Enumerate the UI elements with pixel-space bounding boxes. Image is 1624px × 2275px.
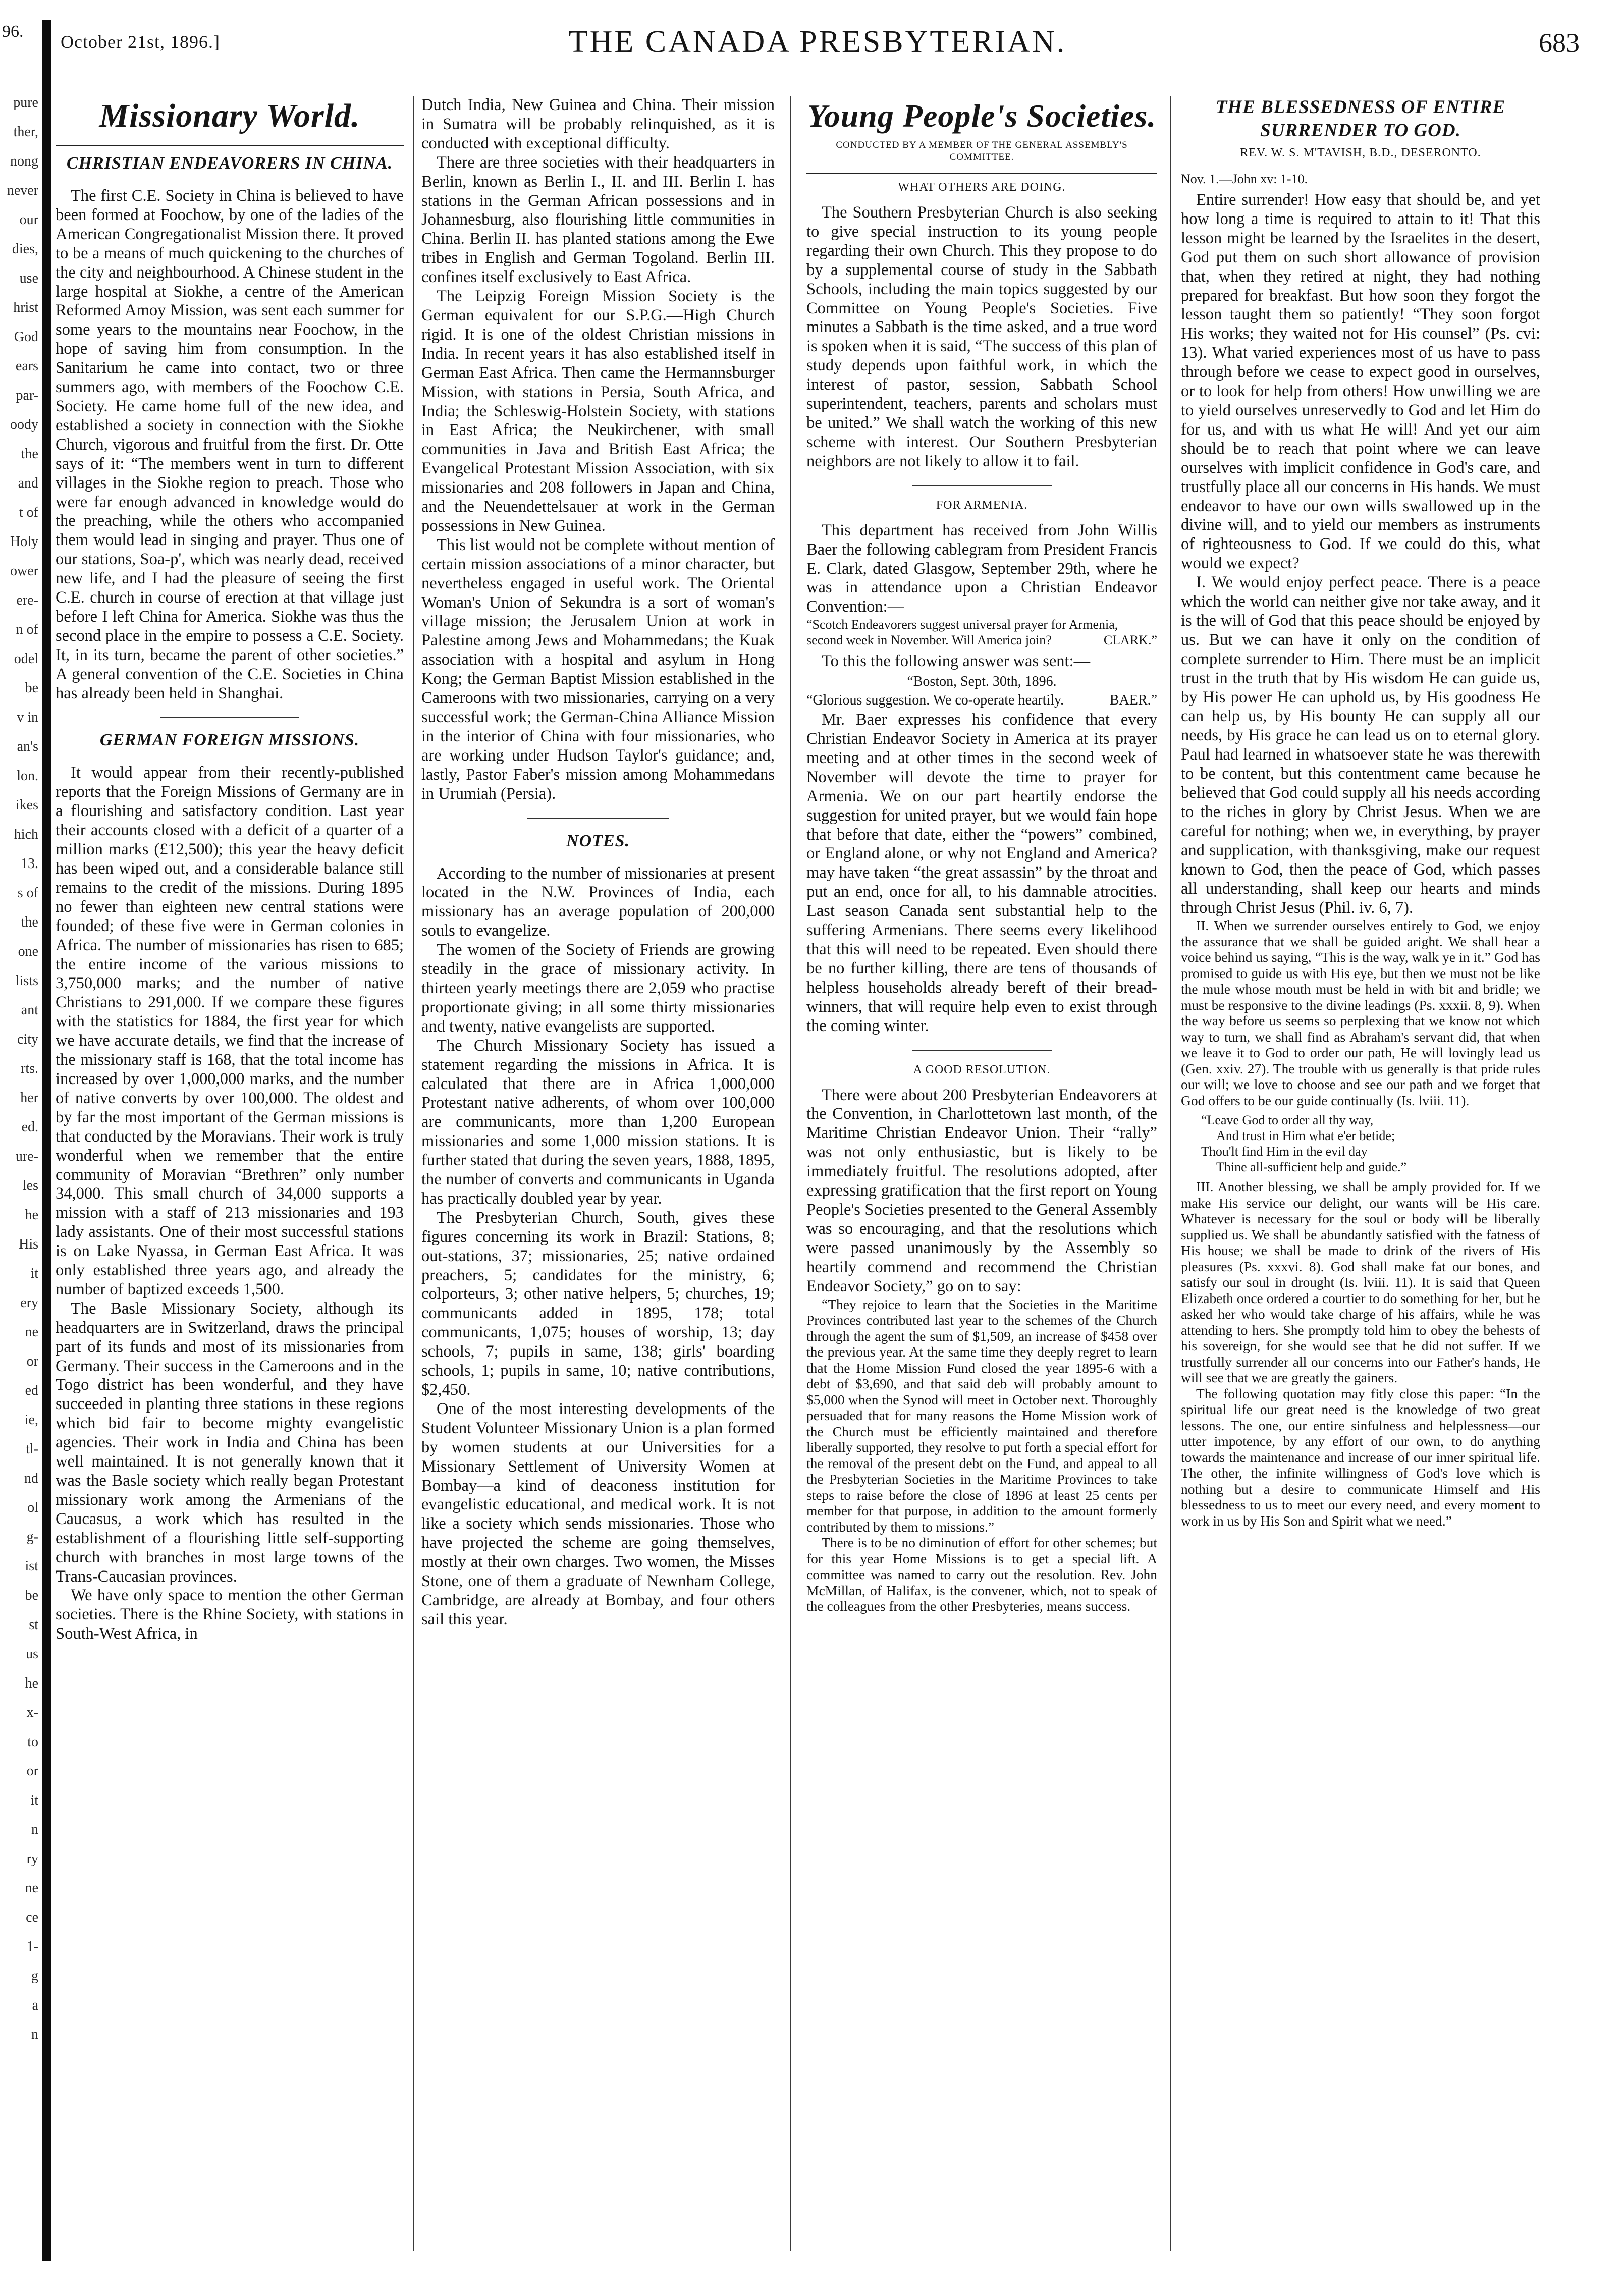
- article-paragraph: The Southern Presbyterian Church is also seeking to give special instruction to its young people regarding their own Church. This they propose to do by a supplemental course of study in the Sabbath Schools, including the main topics suggested by our Committee on Young People's Societies. Five minutes a Sabbath is the time asked, and a true word is spoken when it is said, “The success of this plan of study depends upon faithful work, in which the interest of pastor, session, Sabbath School superintendent, teachers, parents and scholars must be united.” We shall watch the working of this new scheme with interest. Our Southern Presbyterian neighbors are not likely to allow it to fail.: [806, 203, 1157, 470]
- facing-page-fragment: a: [32, 1997, 38, 2013]
- note-paragraph: The Presbyterian Church, South, gives these figures concerning its work in Brazil: Stations, 8; out-stations, 37; missionaries, 25; native ordained preachers, 5; candidates for the ministry, 6; colporteurs, 3; other native helpers, 5; churches, 19; communicants added in 1895, 178; total communicants, 1,075; houses of worship, 13; day schools, 7; pupils in same, 138; girls' boarding schools, 1; pupils in same, 10; native contributions, $2,450.: [421, 1208, 775, 1399]
- hymn-line: “Leave God to order all thy way,: [1201, 1113, 1374, 1128]
- facing-page-fragment: ower: [10, 563, 38, 579]
- facing-page-fragment: or: [26, 1763, 38, 1779]
- article-paragraph: There is to be no diminution of effort for other schemes; but for this year Home Missions is to get a special lift. A committee was named to carry out the resolution. Rev. John McMillan, of Halifax, is the convener, which, not to speak of the colleagues from the other Presbyteries, means success.: [806, 1535, 1157, 1614]
- issue-date: October 21st, 1896.]: [61, 32, 220, 52]
- facing-page-fragment: to: [27, 1734, 38, 1750]
- facing-page-fragment: the: [21, 446, 38, 462]
- article-paragraph: The Basle Missionary Society, although its headquarters are in Switzerland, draws the principal part of its funds and most of its missionaries from Germany. Their success in the Cameroons and in the Togo district has been wonderful, and they have succeeded in planting three stations in these regions which bid fair to become mighty evangelistic agencies. Their work in India and China has been well maintained. It is not generally known that it was the Basle society which really began Protestant missionary work among the Armenians of the Caucasus, a work which has resulted in the establishment of a flourishing little self-supporting church with branches in most large towns of the Trans-Caucasian provinces.: [56, 1299, 404, 1586]
- facing-page-fragment: ne: [25, 1324, 38, 1340]
- facing-page-fragment: rts.: [21, 1061, 38, 1076]
- facing-page-fragment: v in: [17, 710, 38, 725]
- facing-page-fragment: an's: [17, 739, 38, 754]
- article-paragraph: Entire surrender! How easy that should be, and yet how long a time is required to attain to it! That this lesson might be learned by the Israelites in the desert, God put them on such short allowance of provision that, when they retired at night, they had nothing prepared for breakfast. But how soon they forgot the lesson taught them so patiently! “They soon forgot His works; they waited not for His counsel” (Ps. cvi: 13). What varied experiences most of us have to pass through before we cease to expect good in ourselves, or to look for help from others! How unwilling we are to yield ourselves unreservedly to God and let Him do for us, and with us what He will! And yet our aim should be to reach that point where we can leave ourselves with implicit confidence in God's care, and trustfully place all our concerns in His hands. We must endeavor to have our own wills swallowed up in the divine will, and to yield our members as instruments of righteousness to God. If we could do this, what would we expect?: [1181, 191, 1540, 573]
- hymn-line: And trust in Him what e'er betide;: [1216, 1128, 1395, 1144]
- column-missions-continued: [421, 96, 775, 2261]
- telegram-body: [806, 692, 1157, 709]
- facing-page-fragment: he: [25, 1207, 38, 1223]
- article-title: CHRISTIAN ENDEAVORERS IN CHINA.: [66, 154, 393, 173]
- facing-page-fragment: it: [30, 1266, 38, 1281]
- facing-page-fragment: pure: [13, 95, 38, 111]
- facing-page-fragment: God: [14, 329, 38, 345]
- department-title: Young People's Societies.: [807, 98, 1157, 134]
- facing-page-fragment: one: [18, 944, 38, 959]
- column-sermon: [1181, 96, 1540, 2261]
- department-credit: CONDUCTED BY A MEMBER OF THE GENERAL ASSEMBLY'S COMMITTEE.: [836, 140, 1128, 162]
- column-rule: [1170, 96, 1171, 2251]
- facing-page-fragment: par-: [16, 388, 38, 403]
- facing-page-fragment: ist: [25, 1558, 38, 1574]
- facing-page-fragment: hich: [14, 827, 38, 842]
- facing-page-fragment: ce: [26, 1910, 38, 1925]
- article-title: GERMAN FOREIGN MISSIONS.: [99, 731, 360, 750]
- facing-page-fragment: ant: [21, 1002, 38, 1018]
- note-paragraph: One of the most interesting developments of the Student Volunteer Missionary Union is a plan formed by women students at our Universities for a Missionary Settlement of University Women at Bombay—a kind of deaconess institution for evangelistic educational, and medical work. It is not like a society which sends missionaries. Those who have projected the scheme are going themselves, mostly at their own charges. Two women, the Misses Stone, one of them a graduate of Newnham College, Cambridge, are already at Bombay, and four others sail this year.: [421, 1399, 775, 1629]
- article-paragraph: There were about 200 Presbyterian Endeavorers at the Convention, in Charlottetown last month, of the Maritime Christian Endeavor Union. Their “rally” was not only enthusiastic, but is likely to be immediately fruitful. The resolutions adopted, after expressing gratification that the first report on Young People's Societies presented to the General Assembly was so encouraging, and that the resolutions which were passed unanimously by the Assembly so heartily commend and recommend the Christian Endeavor Society,” go on to say:: [806, 1086, 1157, 1295]
- facing-page-fragment: odel: [14, 651, 38, 667]
- column-missionary-world: [56, 96, 404, 2261]
- facing-page-fragment: he: [25, 1675, 38, 1691]
- article-paragraph: The following quotation may fitly close this paper: “In the spiritual life our great need is the knowledge of two great lessons. The one, our entire sinfulness and helplessness—our utter impotence, by any effort of our own, to do anything towards the maintenance and increase of our inner spiritual life. The other, the infinite willingness of God's love which is nothing but a desire to communicate Himself and His blessedness to us to meet our every need, and every moment to work in us by His Son and Spirit what we need.”: [1181, 1385, 1540, 1529]
- facing-page-fragment: n of: [16, 622, 38, 637]
- section-title: WHAT OTHERS ARE DOING.: [898, 181, 1066, 194]
- divider: [912, 1050, 1052, 1051]
- facing-page-fragment: ne: [25, 1880, 38, 1896]
- cablegram-quote: [806, 617, 1157, 648]
- facing-page-fragment: the: [21, 914, 38, 930]
- facing-page-fragment: g: [31, 1968, 38, 1984]
- facing-page-fragment: hrist: [13, 300, 38, 315]
- article-paragraph: This department has received from John Willis Baer the following cablegram from President Francis E. Clark, dated Glasgow, September 29th, where he was in attendance upon a Christian Endeavor Convention:—: [806, 521, 1157, 616]
- facing-page-fragment: tl-: [26, 1441, 38, 1457]
- facing-page-fragment: it: [30, 1793, 38, 1808]
- article-paragraph: III. Another blessing, we shall be amply provided for. If we make His service our delight, our wants will be His care. Whatever is necessary for the soul or body will be liberally supplied us. We shall be abundantly satisfied with the fatness of His house; we shall be made to drink of the rivers of His pleasures (Ps. xxxvi. 8). God shall make fat our bones, and satisfy our soul in drought (Is. lviii. 11). It is said that Queen Elizabeth once ordered a courtier to do something for her, but he asked her who would take charge of his affairs, while he was attending to hers. She promptly told him to obey the behests of his sovereign, for she would see that he did not suffer. If we trustfully surrender all our concerns into our Father's hands, He will see that we are greatly the gainers.: [1181, 1179, 1540, 1386]
- department-title: Missionary World.: [99, 97, 360, 134]
- article-paragraph: We have only space to mention the other German societies. There is the Rhine Society, with stations in South-West Africa, in: [56, 1586, 404, 1643]
- facing-page-fragment: Holy: [10, 534, 38, 550]
- section-title: FOR ARMENIA.: [936, 498, 1028, 512]
- hymn-line: Thine all-sufficient help and guide.”: [1216, 1160, 1407, 1175]
- publication-title: THE CANADA PRESBYTERIAN.: [568, 25, 1067, 59]
- facing-page-fragment: us: [26, 1646, 38, 1662]
- facing-page-edge: [0, 0, 39, 2275]
- facing-page-fragment: His: [19, 1236, 38, 1252]
- article-paragraph: Mr. Baer expresses his confidence that every Christian Endeavor Society in America at its prayer meeting and at other times in the second week of November will devote the time to prayer for Armenia. We on our part heartily endorse the suggestion for united prayer, but we would fain hope that before that date, either the “powers” combined, or England alone, or why not England and America? may have taken “the great assassin” by the throat and put an end, once for all, to his damnable atrocities. Last season Canada sent substantial help to the suffering Armenians. There seems every likelihood that this will need to be repeated. Even should there be no further killing, there are tens of thousands of helpless households already bereft of their bread-winners, that will require help even to exist through the coming winter.: [806, 711, 1157, 1035]
- divider: [56, 145, 404, 146]
- facing-page-number: 96.: [2, 22, 24, 41]
- note-paragraph: The Church Missionary Society has issued a statement regarding the missions in Africa. It is calculated that there are in Africa 1,000,000 Protestant native adherents, of whom over 100,000 are communicants, more than 1,200 European missionaries and some 1,000 mission stations. It is further stated that during the seven years, 1888, 1895, the number of converts and communicants in Uganda has practically doubled year by year.: [421, 1036, 775, 1208]
- facing-page-fragment: g-: [26, 1529, 38, 1545]
- telegram-signature: BAER.”: [1109, 692, 1157, 709]
- article-paragraph: It would appear from their recently-published reports that the Foreign Missions of Germany are in a flourishing and satisfactory condition. Last year their accounts closed with a deficit of a quarter of a million marks (£12,500); this year the heavy deficit has been wiped out, and a considerable balance still remains to the credit of the missions. During 1895 no fewer than eighteen new central stations were founded; of these five were in German colonies in Africa. The number of missionaries has risen to 685; the entire income of the various missions to 3,750,000 marks; and the number of native Christians to 291,000. If we compare these figures with the statistics for 1884, the first year for which we have accurate details, we find that the increase of the missionary staff is 168, that the total income has increased by over 1,000,000 marks, and the number of native converts by over 100,000. The oldest and by far the most important of the German missions is that conducted by the Moravians. Their work is truly wonderful when we remember that the entire community of Moravian “Brethren” only number 34,000. This small church of 34,000 supports a mission with a staff of 213 missionaries and 193 lady assistants. One of their most successful stations is on Lake Nyassa, in German East Africa. It was only established three years ago, and already the number of baptized exceeds 1,500.: [56, 764, 404, 1298]
- facing-page-fragment: n: [31, 1822, 38, 1837]
- hymn-quote: [1181, 1112, 1540, 1175]
- facing-page-fragment: nong: [10, 153, 38, 169]
- facing-page-fragment: ie,: [24, 1412, 38, 1428]
- author-byline: REV. W. S. M'TAVISH, B.D., DESERONTO.: [1240, 146, 1481, 159]
- facing-page-fragment: ed: [25, 1383, 38, 1398]
- note-paragraph: The women of the Society of Friends are growing steadily in the grace of missionary activity. In thirteen yearly meetings there are 2,059 who practise proportionate giving; in all some thirty missionaries and twenty, native evangelists are supported.: [421, 941, 775, 1036]
- column-rule: [790, 96, 791, 2251]
- binding-gutter: [42, 20, 51, 2261]
- facing-page-fragment: our: [19, 212, 38, 228]
- article-paragraph: Dutch India, New Guinea and China. Their mission in Sumatra will be probably relinquished, as it is conducted with exceptional difficulty.: [421, 96, 775, 152]
- divider: [160, 717, 299, 718]
- running-head: [56, 18, 1580, 59]
- column-rule: [413, 96, 414, 2251]
- section-title: NOTES.: [566, 831, 630, 850]
- facing-page-fragment: ol: [27, 1500, 38, 1515]
- facing-page-fragment: ed.: [21, 1119, 38, 1135]
- divider: [527, 818, 669, 819]
- divider: [806, 173, 1157, 174]
- article-paragraph: To this the following answer was sent:—: [822, 652, 1091, 671]
- facing-page-fragment: oody: [10, 417, 38, 432]
- facing-page-fragment: use: [19, 270, 38, 286]
- article-paragraph: There are three societies with their headquarters in Berlin, known as Berlin I., II. and III. Berlin I. has stations in the German African possessions and in Johannesburg, also flourishing little communities in China. Berlin II. has planted stations among the Ewe tribes in English and German Togoland. Berlin III. confines itself exclusively to East Africa.: [421, 153, 775, 287]
- facing-page-fragment: ther,: [13, 124, 38, 140]
- facing-page-fragment: lists: [15, 973, 38, 989]
- hymn-line: Thou'lt find Him in the evil day: [1201, 1144, 1368, 1159]
- resolution-quote: “They rejoice to learn that the Societies in the Maritime Provinces contributed last year to the schemes of the Church through the agent the sum of $1,509, an increase of $458 over the previous year. At the same time they deeply regret to learn that the Home Mission Fund closed the year 1895-6 with a debt of $3,690, and that said deb will probably amount to $5,000 when the Synod will meet in October next. Thoroughly persuaded that for many reasons the Home Mission work of the Church must be efficiently maintained and therefore liberally supported, they resolve to put forth a special effort for the removal of the present debt on the Fund, and appeal to all the Presbyterian Societies in the Maritime Provinces to take steps to raise before the close of 1896 at least 25 cents per member for that purpose, in addition to the amount formerly contributed by them to missions.”: [806, 1296, 1157, 1535]
- facing-page-fragment: and: [18, 475, 38, 491]
- facing-page-fragment: ikes: [15, 797, 38, 813]
- column-young-peoples-societies: [806, 96, 1157, 2261]
- article-paragraph: I. We would enjoy perfect peace. There is a peace which the world can neither give nor take away, and it is the will of God that this peace should be enjoyed by us. But we can have it only on the condition of complete surrender to Him. There must be an implicit trust in the truth that by His wisdom He can guide us, by His power He can uphold us, by His goodness He can help us, by His bounty He can supply all our needs, by His grace he can lead us on to eternal glory. Paul had learned in whatsoever state he was therewith to be content, but this contentment came because he believed that God could supply all his needs according to the riches in glory by Christ Jesus. When we are careful for nothing; when we, in everything, by prayer and supplication, with thanksgiving, make our request known to God, then the peace of God, which passes all understanding, shall keep our hearts and minds through Christ Jesus (Phil. iv. 6, 7).: [1181, 573, 1540, 917]
- divider: [912, 485, 1052, 486]
- facing-page-fragment: city: [17, 1032, 38, 1047]
- facing-page-fragment: ry: [26, 1851, 38, 1867]
- facing-page-fragment: les: [22, 1178, 38, 1194]
- telegram-place: “Boston, Sept. 30th, 1896.: [907, 674, 1057, 690]
- facing-page-fragment: lon.: [17, 768, 38, 784]
- facing-page-fragment: never: [7, 183, 38, 198]
- facing-page-fragment: her: [20, 1090, 38, 1106]
- article-title: THE BLESSEDNESS OF ENTIRE SURRENDER TO GOD.: [1215, 97, 1506, 141]
- facing-page-fragment: or: [26, 1353, 38, 1369]
- note-paragraph: According to the number of missionaries at present located in the N.W. Provinces of India, each missionary has an average population of 200,000 souls to evangelize.: [421, 864, 775, 940]
- facing-page-fragment: x-: [26, 1705, 38, 1720]
- article-paragraph: The first C.E. Society in China is believed to have been formed at Foochow, by one of the ladies of the American Congregationalist Mission there. It proved to be a means of much quickening to the churches of the city and neighbourhood. A Chinese student in the large hospital at Siokhe, a centre of the American Reformed Amoy Mission, was sent each summer for some years to the mountains near Foochow, in the hope of saving him from consumption. In the Sanitarium he came into contact, two or three summers ago, with members of the Foochow C.E. Society. He came home full of the new idea, and established a society in connection with the Siokhe Church, vigorous and fruitful from the first. Dr. Otte says of it: “The members went in turn to different villages in the Siokhe region to preach. Those who were far enough advanced in knowledge would do the preaching, while the others who accompanied them would lead in singing and prayer. Thus one of our stations, Soa-p', which was nearly dead, received new life, and I had the pleasure of seeing the first C.E. church in course of erection at that village just before I left China for America. Siokhe was thus the second place in the empire to possess a C.E. Society. It, in its turn, became the parent of other societies.” A general convention of the C.E. Societies in China has already been held in Shanghai.: [56, 187, 404, 702]
- facing-page-fragment: 13.: [21, 856, 38, 872]
- article-paragraph: II. When we surrender ourselves entirely to God, we enjoy the assurance that we shall be guided aright. We shall hear a voice behind us saying, “This is the way, walk ye in it.” God has promised to guide us with His eye, but then we must not be like the mule whose mouth must be held in with bit and bridle; we must be responsive to the divine leadings (Ps. xxxii. 8, 9). When the way before us seems so perplexing that we know not which way to turn, we shall find as Abraham's servant did, that when we leave it to God to order our path, He will lovingly lead us (Gen. xxiv. 27). The trouble with us generally is that pride rules our will; we love to choose and see our path and we forget that God offers to be our guide continually (Is. lviii. 11).: [1181, 917, 1540, 1108]
- facing-page-fragment: 1-: [26, 1939, 38, 1955]
- section-title: A GOOD RESOLUTION.: [913, 1063, 1051, 1076]
- facing-page-fragment: dies,: [12, 241, 38, 257]
- facing-page-fragment: s of: [17, 885, 38, 901]
- scripture-reference: Nov. 1.—John xv: 1-10.: [1181, 172, 1308, 186]
- facing-page-fragment: ears: [15, 358, 38, 374]
- facing-page-fragment: be: [25, 680, 38, 696]
- facing-page-fragment: ere-: [16, 592, 38, 608]
- telegram-text: “Glorious suggestion. We co-operate heartily.: [806, 692, 1064, 709]
- cablegram-text: “Scotch Endeavorers suggest universal prayer for Armenia, second week in November. Will America join?: [806, 617, 1118, 648]
- facing-page-fragment: nd: [24, 1471, 38, 1486]
- facing-page-fragment: be: [25, 1588, 38, 1603]
- cablegram-signature: CLARK.”: [1103, 633, 1157, 648]
- facing-page-fragment: ery: [20, 1295, 38, 1311]
- article-paragraph: This list would not be complete without mention of certain mission associations of a minor character, but nevertheless engaged in useful work. The Oriental Woman's Union of Sekundra is a sort of woman's village mission; the Jerusalem Union at work in Palestine among Jews and Mohammedans; the Kuak association with a hospital and asylum in Hong Kong; the German Baptist Mission established in the Cameroons with two missionaries, carrying on a very successful work; the German-China Alliance Mission in the interior of China with four missionaries, who are working under Hudson Taylor's guidance; and, lastly, Pastor Faber's mission among Mohammedans in Urumiah (Persia).: [421, 535, 775, 803]
- page-number: 683: [1539, 28, 1580, 58]
- facing-page-fragment: n: [31, 2027, 38, 2042]
- facing-page-fragment: t of: [19, 505, 38, 520]
- article-paragraph: The Leipzig Foreign Mission Society is the German equivalent for our S.P.G.—High Church rigid. It is one of the oldest Christian missions in India. In recent years it has also established itself in German East Africa. Then came the Hermannsburger Mission, with stations in Persia, South Africa, and India; the Schleswig-Holstein Society, with stations in East Africa; the Neukirchener, with small communities in Java and British East Africa; the Evangelical Protestant Mission Association, with six missionaries and 208 followers in Japan and China, and the Neuendettelsauer at work in the German possessions in New Guinea.: [421, 287, 775, 535]
- facing-page-fragment: ure-: [15, 1149, 38, 1164]
- facing-page-fragment: st: [29, 1617, 38, 1633]
